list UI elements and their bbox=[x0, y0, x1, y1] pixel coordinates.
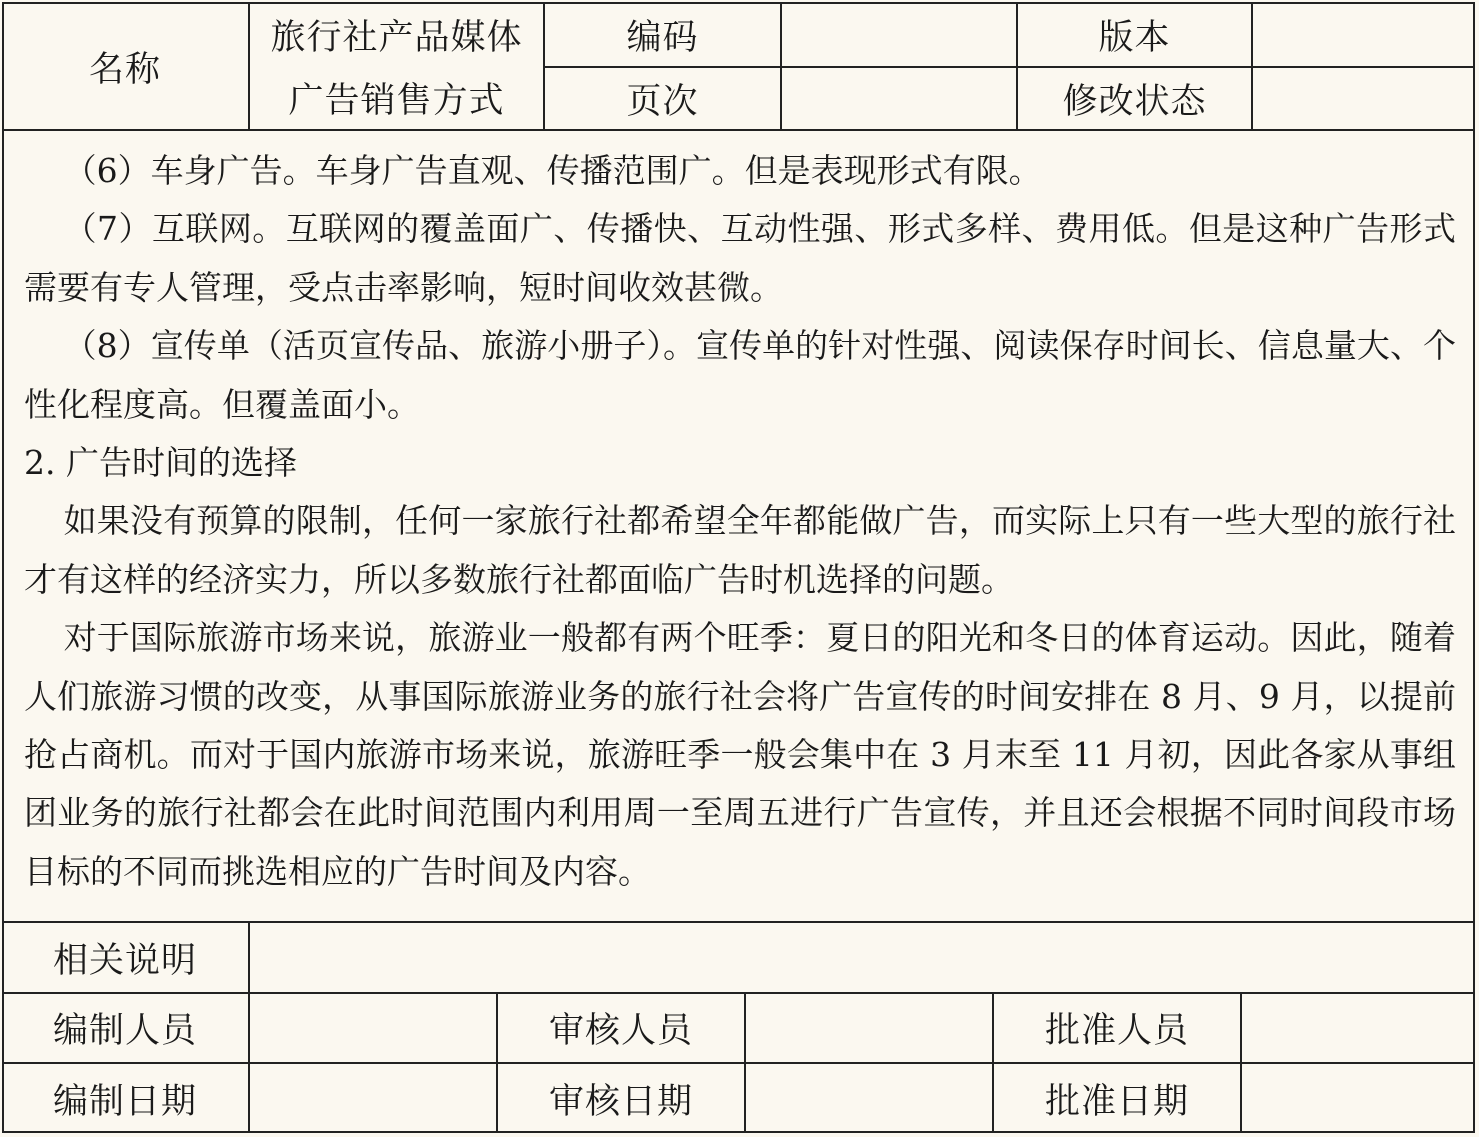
version-label: 版本 bbox=[1098, 18, 1171, 58]
header-bottom-rule bbox=[2, 129, 1475, 131]
name-label: 名称 bbox=[88, 49, 161, 90]
approve-date-value bbox=[1242, 1064, 1473, 1133]
editor-label: 编制人员 bbox=[52, 1011, 197, 1051]
editor-value bbox=[250, 994, 496, 1062]
code-label: 编码 bbox=[626, 18, 699, 58]
notes-value bbox=[250, 923, 1473, 992]
revision-value bbox=[1253, 68, 1473, 129]
section-heading-ad-timing: 2. 广告时间的选择 bbox=[24, 443, 297, 483]
name-value-line1: 旅行社产品媒体 bbox=[270, 18, 523, 58]
paragraph-bus-ads: （6）车身广告。车身广告直观、传播范围广。但是表现形式有限。 bbox=[63, 151, 1042, 190]
edit-date-value bbox=[250, 1064, 496, 1133]
approve-date-label: 批准日期 bbox=[1044, 1081, 1189, 1122]
content-body bbox=[24, 142, 1456, 901]
review-date-value bbox=[746, 1064, 992, 1133]
reviewer-label: 审核人员 bbox=[548, 1011, 693, 1051]
paragraph-internet-ads: （7）互联网。互联网的覆盖面广、传播快、互动性强、形式多样、费用低。但是这种广告形式需要有专人管理，受点击率影响，短时间收效甚微。 bbox=[24, 209, 1456, 307]
page-label: 页次 bbox=[626, 81, 699, 122]
page-value bbox=[782, 68, 1016, 129]
edit-date-label: 编制日期 bbox=[52, 1081, 197, 1122]
code-value bbox=[782, 4, 1016, 66]
paragraph-leaflet-ads: （8）宣传单（活页宣传品、旅游小册子）。宣传单的针对性强、阅读保存时间长、信息量大、个性化程度高。但覆盖面小。 bbox=[24, 326, 1456, 424]
approver-value bbox=[1242, 994, 1473, 1062]
notes-label: 相关说明 bbox=[52, 940, 197, 981]
paragraph-budget: 如果没有预算的限制，任何一家旅行社都希望全年都能做广告，而实际上只有一些大型的旅行社才有这样的经济实力，所以多数旅行社都面临广告时机选择的问题。 bbox=[24, 501, 1456, 599]
version-value bbox=[1253, 4, 1473, 66]
review-date-label: 审核日期 bbox=[548, 1081, 693, 1122]
approver-label: 批准人员 bbox=[1044, 1011, 1189, 1051]
paragraph-seasons: 对于国际旅游市场来说，旅游业一般都有两个旺季：夏日的阳光和冬日的体育运动。因此，随着人们旅游习惯的改变，从事国际旅游业务的旅行社会将广告宣传的时间安排在 8 月、9 月，以提前抢占商机。而对于国内旅游市场来说，旅游旺季一般会集中在 3 月末至 11 月初，因此各家从事组团业务的旅行社都会在此时间范围内利用周一至周五进行广告宣传，并且还会根据不同时间段市场目标的不同而挑选相应的广告时间及内容。 bbox=[24, 618, 1456, 891]
reviewer-value bbox=[746, 994, 992, 1062]
revision-label: 修改状态 bbox=[1062, 81, 1207, 122]
name-value-line2: 广告销售方式 bbox=[288, 80, 505, 121]
